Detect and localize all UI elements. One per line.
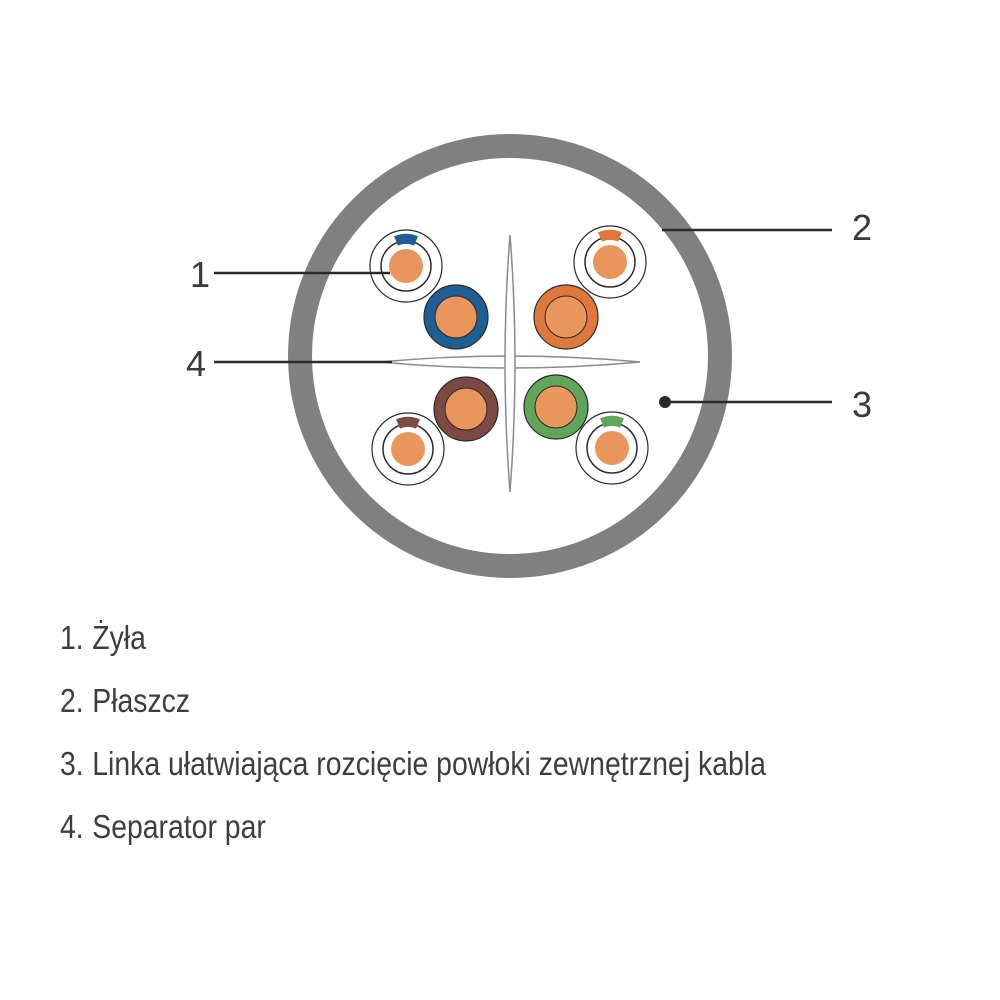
ripcord-dot [659, 396, 671, 408]
legend-item-2 [60, 675, 766, 738]
wire-brown [434, 377, 498, 441]
legend-text: Żyła [92, 619, 146, 656]
callout-number-4: 4 [186, 343, 207, 384]
legend-item-1 [60, 612, 766, 675]
legend-number: 4. [60, 808, 84, 845]
callout-number-3: 3 [852, 384, 873, 425]
legend-number: 2. [60, 682, 84, 719]
legend-text: Separator par [92, 808, 266, 845]
wire-orange [534, 285, 598, 349]
wire-white-green [576, 412, 648, 484]
legend-item-4 [60, 801, 766, 864]
wire-white-brown [372, 413, 444, 485]
legend-item-3 [60, 738, 766, 801]
legend-number: 3. [60, 745, 84, 782]
wire-white-blue [370, 230, 442, 302]
legend-list [60, 612, 881, 864]
wire-blue [424, 285, 488, 349]
callout-number-1: 1 [190, 254, 211, 295]
callout-number-2: 2 [852, 207, 873, 248]
wire-white-orange [574, 226, 646, 298]
wire-green [524, 375, 588, 439]
legend-number: 1. [60, 619, 84, 656]
legend-text: Płaszcz [92, 682, 191, 719]
legend-text: Linka ułatwiająca rozcięcie powłoki zewnętrznej kabla [92, 745, 766, 782]
